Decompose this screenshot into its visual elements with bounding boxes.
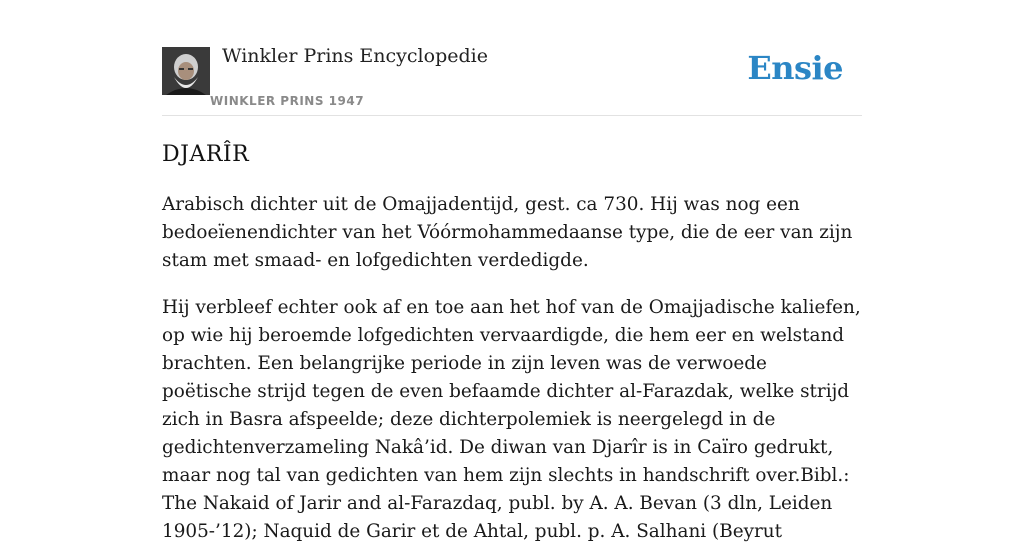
author-avatar[interactable] xyxy=(162,47,210,95)
portrait-photo-icon xyxy=(162,47,210,95)
brand-logo-link[interactable]: Ensie xyxy=(747,49,843,87)
article-title: DJARÎR xyxy=(162,142,250,167)
site-header xyxy=(162,0,862,116)
site-title[interactable]: Winkler Prins Encyclopedie xyxy=(222,45,488,67)
article-page xyxy=(162,0,862,542)
site-subtitle[interactable]: WINKLER PRINS 1947 xyxy=(210,94,365,108)
article-paragraph: Arabisch dichter uit de Omajjadentijd, gest. ca 730. Hij was nog een bedoeïenendichter van het Vóórmohammedaanse type, die de eer van zijn stam met smaad- en lofgedichten verdedigde. xyxy=(162,194,853,271)
article-body xyxy=(162,191,862,546)
article-paragraph: Hij verbleef echter ook af en toe aan het hof van de Omajjadische kaliefen, op wie hij beroemde lofgedichten vervaardigde, die hem eer en welstand brachten. Een belangrijke periode in zijn leven was de verwoede poëtische strijd tegen de even befaamde dichter al-Farazdak, welke strijd zich in Basra afspeelde; deze dichterpolemiek is neergelegd in de gedichtenverzameling Nakâ’id. De diwan van Djarîr is in Caïro gedrukt, maar nog tal van gedichten van hem zijn slechts in handschrift over.Bibl.: The Nakaid of Jarir and al-Farazdaq, publ. by A. A. Bevan (3 dln, Leiden 1905-’12); Naquid de Garir et de Ahtal, publ. p. A. Salhani (Beyrut xyxy=(162,297,861,542)
